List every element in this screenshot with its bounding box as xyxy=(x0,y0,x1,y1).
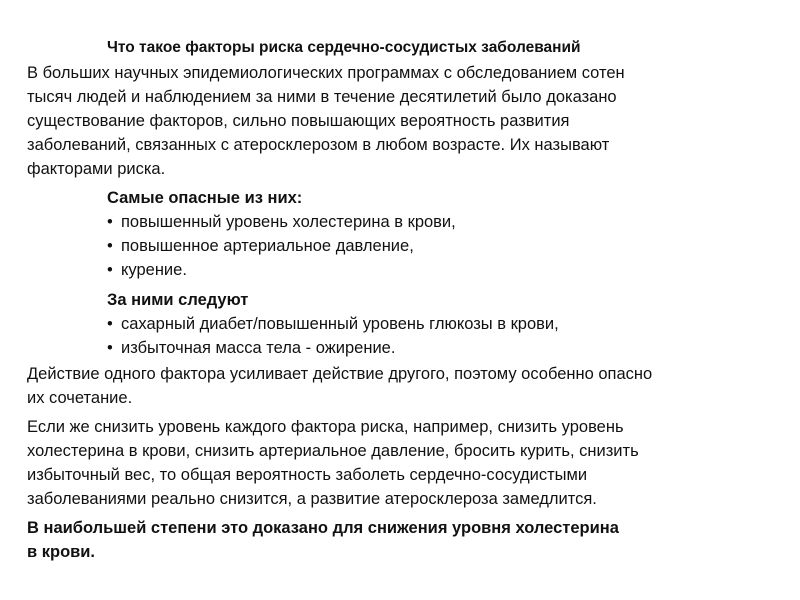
following-factors-heading: За ними следуют xyxy=(107,291,249,309)
bullet-icon: • xyxy=(107,339,113,357)
dangerous-factors-block xyxy=(107,186,787,282)
list-item-text: сахарный диабет/повышенный уровень глюкозы в крови, xyxy=(121,315,559,333)
following-factors-list xyxy=(107,312,787,360)
list-item-text: курение. xyxy=(121,261,187,279)
combination-line: Действие одного фактора усиливает действие другого, поэтому особенно опасно xyxy=(27,365,653,383)
list-item xyxy=(107,312,787,336)
list-item-text: повышенный уровень холестерина в крови, xyxy=(121,213,456,231)
list-item xyxy=(107,210,787,234)
list-item-text: избыточная масса тела - ожирение. xyxy=(121,339,396,357)
list-item-text: повышенное артериальное давление, xyxy=(121,237,414,255)
reduction-line: избыточный вес, то общая вероятность заболеть сердечно-сосудистыми xyxy=(27,466,588,484)
bullet-icon: • xyxy=(107,261,113,279)
conclusion-line: в крови. xyxy=(27,543,96,561)
intro-line: существование факторов, сильно повышающих вероятность развития xyxy=(27,112,570,130)
bullet-icon: • xyxy=(107,315,113,333)
bullet-icon: • xyxy=(107,237,113,255)
dangerous-factors-list xyxy=(107,210,787,282)
dangerous-factors-heading: Самые опасные из них: xyxy=(107,189,303,207)
conclusion-line: В наибольшей степени это доказано для снижения уровня холестерина xyxy=(27,519,619,537)
list-item xyxy=(107,336,787,360)
intro-line: В больших научных эпидемиологических программах с обследованием сотен xyxy=(27,64,625,82)
list-item xyxy=(107,258,787,282)
combination-line: их сочетание. xyxy=(27,389,133,407)
list-item xyxy=(107,234,787,258)
intro-line: тысяч людей и наблюдением за ними в течение десятилетий было доказано xyxy=(27,88,617,106)
combination-paragraph xyxy=(27,362,797,410)
bullet-icon: • xyxy=(107,213,113,231)
conclusion-paragraph xyxy=(27,516,797,564)
intro-line: заболеваний, связанных с атеросклерозом в любом возрасте. Их называют xyxy=(27,136,610,154)
slide-title: Что такое факторы риска сердечно-сосудистых заболеваний xyxy=(107,39,581,56)
reduction-line: заболеваниями реально снизится, а развитие атеросклероза замедлится. xyxy=(27,490,597,508)
reduction-line: холестерина в крови, снизить артериальное давление, бросить курить, снизить xyxy=(27,442,639,460)
following-factors-block xyxy=(107,288,787,360)
reduction-line: Если же снизить уровень каждого фактора риска, например, снизить уровень xyxy=(27,418,624,436)
reduction-paragraph xyxy=(27,415,797,511)
intro-paragraph xyxy=(27,61,797,181)
intro-line: факторами риска. xyxy=(27,160,166,178)
